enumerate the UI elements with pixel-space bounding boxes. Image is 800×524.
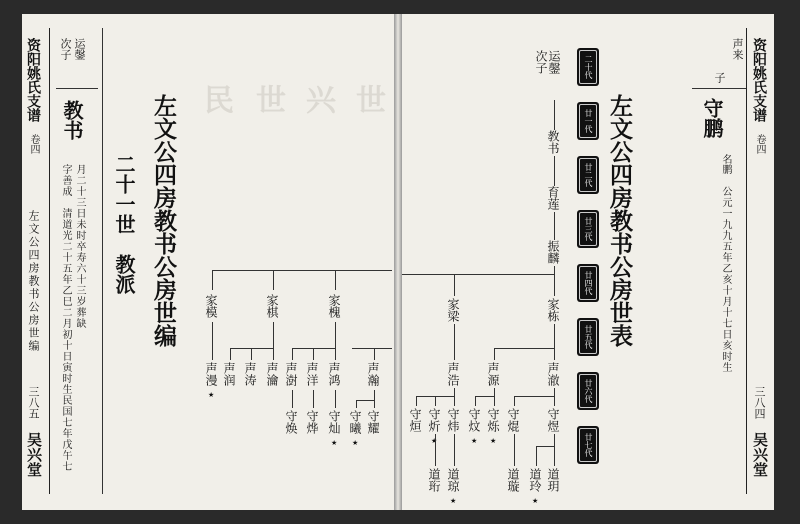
bio-line: 公元一九九五年乙亥十月十七日亥时生 (720, 186, 731, 373)
tree-node-gen25: 声鸿 (327, 362, 341, 386)
tree-node-gen25: 声涛 (243, 362, 257, 386)
tree-node-gen26: 守炘 (427, 408, 441, 432)
hall-name: 吴兴堂 (25, 432, 43, 477)
tree-line (374, 348, 375, 360)
bleed-through-text: 民 (198, 84, 233, 114)
tree-node-gen23: 振麟 (546, 240, 560, 264)
tree-node-gen26: 守炜 (446, 408, 460, 432)
star-mark: ★ (471, 437, 478, 445)
volume-label: 卷四 (28, 134, 39, 154)
tree-line (435, 396, 436, 406)
tree-node-gen24: 家棋 (265, 294, 279, 318)
tree-root: 运鏧 (547, 50, 561, 74)
tree-node-gen25: 声洋 (305, 362, 319, 386)
star-mark: ★ (431, 437, 438, 445)
bio-line-1: 字善成 清道光二十五年乙巳二月初十日寅时生民国七年戊午七 (60, 164, 71, 472)
person-name: 教书 (60, 100, 84, 140)
tree-node-gen25: 声浩 (446, 362, 460, 386)
tree-line (554, 324, 555, 348)
tree-line (554, 446, 555, 466)
tree-line (435, 434, 436, 466)
hall-name: 吴兴堂 (751, 432, 769, 477)
header-rule (692, 88, 746, 89)
tree-root-role: 次子 (534, 50, 548, 74)
tree-line (494, 348, 554, 349)
tree-line (335, 390, 336, 408)
tree-node-gen26: 守灿 (327, 410, 341, 434)
tree-node-gen26: 守焜 (506, 408, 520, 432)
tree-line (554, 212, 555, 240)
tree-node-gen26: 守炆 (467, 408, 481, 432)
tree-line (554, 156, 555, 186)
generation-marker: 二十代 (577, 48, 599, 86)
father-name: 声来 (731, 38, 744, 60)
tree-line (454, 434, 455, 466)
tree-line (454, 324, 455, 360)
section-title: 左文公四房教书公房世表 (606, 94, 633, 347)
tree-line (494, 388, 495, 396)
tree-node-gen25: 声漫 (204, 362, 218, 386)
tree-node-gen25: 声润 (222, 362, 236, 386)
tree-node-gen24: 家槐 (327, 294, 341, 318)
tree-node-gen21: 教书 (546, 130, 560, 154)
tree-line (356, 400, 374, 401)
tree-node-gen25: 声澍 (284, 362, 298, 386)
star-mark: ★ (208, 391, 215, 399)
tree-line (335, 348, 336, 360)
tree-node-gen27: 道玲 (528, 468, 542, 492)
tree-node-gen22: 育莲 (546, 186, 560, 210)
tree-node-gen27: 道珩 (427, 468, 441, 492)
tree-line (230, 348, 231, 360)
star-mark: ★ (331, 439, 338, 447)
tree-node-gen26: 守曦 (348, 410, 362, 434)
tree-line (313, 390, 314, 408)
tree-line (292, 390, 293, 408)
margin-rule (746, 28, 747, 494)
section-title: 左文公四房教书公房世编 (150, 94, 177, 347)
tree-node-gen26: 守烁 (486, 408, 500, 432)
book-title: 资阳姚氏支谱 (25, 38, 41, 122)
tree-line (356, 400, 357, 408)
generation-marker: 廿三代 (577, 210, 599, 248)
generation-marker: 廿四代 (577, 264, 599, 302)
star-mark: ★ (490, 437, 497, 445)
tree-line (352, 348, 392, 349)
tree-line (292, 348, 293, 360)
tree-node-gen25: 声源 (486, 362, 500, 386)
tree-node-gen26: 守焕 (284, 410, 298, 434)
bleed-through-text: 兴 (300, 84, 335, 114)
side-note: 左文公四房教书公房世编 (27, 210, 40, 353)
tree-node-gen27: 道璇 (506, 468, 520, 492)
star-mark: ★ (450, 497, 457, 505)
bio-line-2: 月二十三日未时卒寿六十三岁葬缺 (74, 164, 85, 329)
father-role: 次子 (59, 38, 72, 60)
bleed-through-text: 世 (250, 84, 285, 114)
tree-line (212, 270, 392, 271)
tree-line (212, 270, 213, 290)
tree-line (554, 266, 555, 274)
margin-rule (49, 28, 50, 494)
tree-node-gen26: 守煜 (546, 408, 560, 432)
page-number: 三八五 (27, 386, 40, 419)
tree-line (212, 322, 213, 360)
tree-line (536, 446, 554, 447)
tree-line (494, 348, 495, 360)
tree-node-gen26: 守烜 (408, 408, 422, 432)
tree-line (454, 274, 455, 296)
tree-line (554, 434, 555, 446)
left-page (22, 14, 394, 510)
tree-line (475, 396, 476, 406)
volume-label: 卷四 (754, 134, 765, 154)
column-rule (102, 28, 103, 494)
bio-name-note: 名鹏 (720, 154, 731, 174)
right-page (402, 14, 774, 510)
tree-line (313, 348, 314, 360)
tree-line (475, 396, 494, 397)
son-label: 子 (713, 72, 726, 83)
book-title: 资阳姚氏支谱 (751, 38, 767, 122)
tree-line (554, 348, 555, 360)
tree-line (251, 348, 252, 360)
tree-line (273, 348, 274, 360)
tree-line (335, 322, 336, 348)
tree-line (554, 396, 555, 406)
book-spine (394, 14, 402, 510)
star-mark: ★ (532, 497, 539, 505)
tree-line (454, 388, 455, 396)
tree-line (273, 322, 274, 348)
father-name: 运鏧 (73, 38, 86, 60)
tree-node-gen27: 道玥 (546, 468, 560, 492)
tree-line (335, 270, 336, 290)
star-mark: ★ (352, 439, 359, 447)
tree-line (554, 388, 555, 396)
generation-marker: 廿六代 (577, 372, 599, 410)
generation-marker: 廿二代 (577, 156, 599, 194)
generation-marker: 廿五代 (577, 318, 599, 356)
tree-node-gen26: 守耀 (366, 410, 380, 434)
tree-line (554, 100, 555, 130)
header-rule (56, 88, 98, 89)
tree-node-gen25: 声瀹 (265, 362, 279, 386)
generation-title: 二十一世 教派 (112, 154, 136, 294)
tree-line (374, 390, 375, 400)
generation-marker: 廿七代 (577, 426, 599, 464)
tree-line (514, 396, 515, 406)
bleed-through-text: 世 (350, 84, 385, 114)
tree-line (402, 274, 554, 275)
tree-node-gen24: 家模 (204, 294, 218, 318)
tree-line (514, 396, 554, 397)
tree-node-gen25: 声瀚 (366, 362, 380, 386)
tree-line (416, 396, 417, 406)
tree-node-gen25: 声澈 (546, 362, 560, 386)
tree-node-gen27: 道琼 (446, 468, 460, 492)
tree-node-gen26: 守烨 (305, 410, 319, 434)
tree-line (514, 434, 515, 466)
page-number: 三八四 (753, 386, 766, 419)
tree-node-gen24: 家梁 (446, 298, 460, 322)
tree-line (494, 396, 495, 406)
generation-marker: 廿一代 (577, 102, 599, 140)
tree-line (273, 270, 274, 290)
tree-line (554, 274, 555, 296)
tree-node-gen24: 家栋 (546, 298, 560, 322)
tree-line (536, 446, 537, 466)
tree-line (374, 400, 375, 408)
person-name: 守鹏 (700, 98, 724, 138)
tree-line (454, 396, 455, 406)
